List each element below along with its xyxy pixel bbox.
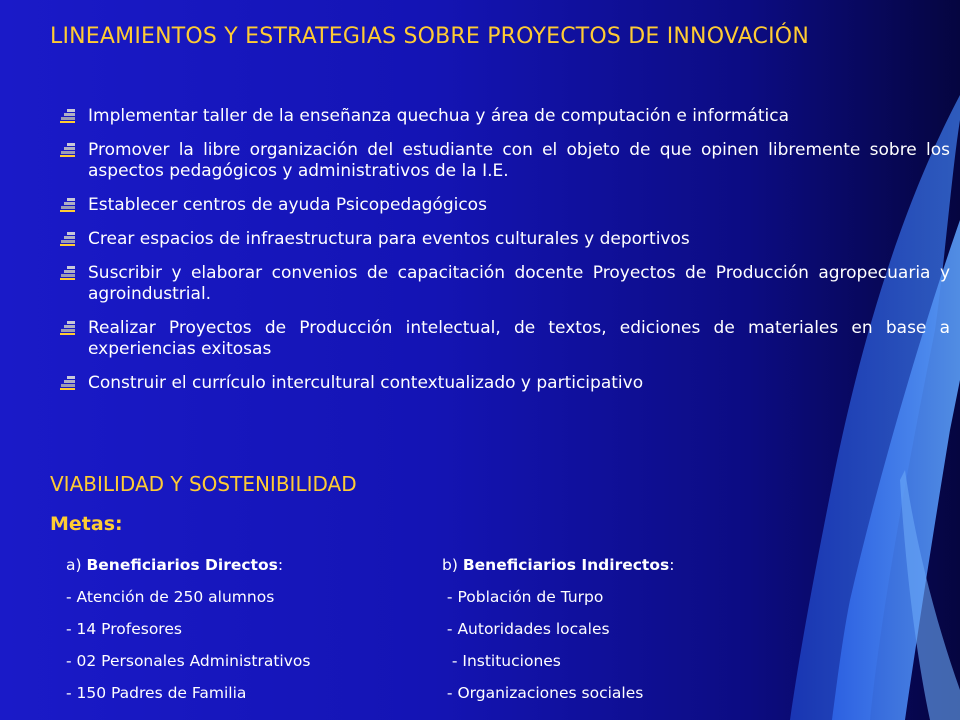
- list-item: [58, 106, 950, 127]
- list-item-text: Promover la libre organización del estudiante con el objeto de que opinen libremente sobre los aspectos pedagógicos y administrativos de la I.E.: [88, 140, 950, 181]
- list-item: [58, 140, 950, 182]
- list-item: [58, 195, 950, 216]
- metas-label: Metas:: [50, 513, 123, 535]
- list-item: - Atención de 250 alumnos: [66, 588, 275, 606]
- list-item-text: Suscribir y elaborar convenios de capacitación docente Proyectos de Producción agropecuaria y agroindustrial.: [88, 263, 950, 304]
- indirect-beneficiaries: [442, 556, 674, 716]
- indirect-beneficiaries-heading: [442, 556, 674, 588]
- bullet-bars-icon: [60, 321, 75, 335]
- bullet-bars-icon: [60, 143, 75, 157]
- heading-label: Beneficiarios Directos: [86, 556, 278, 574]
- bullet-bars-icon: [60, 198, 75, 212]
- list-item: - 02 Personales Administrativos: [66, 652, 311, 670]
- heading-label: Beneficiarios Indirectos: [462, 556, 670, 574]
- list-item: - 150 Padres de Familia: [66, 684, 247, 702]
- heading-suffix: :: [277, 556, 284, 574]
- direct-beneficiaries: [66, 556, 310, 716]
- heading-suffix: :: [669, 556, 675, 574]
- slide-title: LINEAMIENTOS Y ESTRATEGIAS SOBRE PROYECTOS DE INNOVACIÓN: [50, 24, 809, 49]
- list-item-text: Crear espacios de infraestructura para eventos culturales y deportivos: [88, 229, 690, 249]
- list-item: - 14 Profesores: [66, 620, 182, 638]
- list-item: - Instituciones: [442, 652, 561, 670]
- list-item-text: Construir el currículo intercultural contextualizado y participativo: [88, 373, 644, 393]
- list-item-text: Realizar Proyectos de Producción intelectual, de textos, ediciones de materiales en base a experiencias exitosas: [88, 318, 950, 359]
- list-item-text: Establecer centros de ayuda Psicopedagógicos: [88, 195, 487, 215]
- strategy-list: [58, 106, 950, 407]
- list-item: - Autoridades locales: [442, 620, 610, 638]
- bullet-bars-icon: [60, 266, 75, 280]
- heading-prefix: b): [442, 556, 463, 574]
- list-item: [58, 229, 950, 250]
- heading-prefix: a): [66, 556, 87, 574]
- bullet-bars-icon: [60, 232, 75, 246]
- bullet-bars-icon: [60, 109, 75, 123]
- section-title: VIABILIDAD Y SOSTENIBILIDAD: [50, 472, 357, 496]
- list-item: [58, 263, 950, 305]
- bullet-bars-icon: [60, 376, 75, 390]
- list-item: [58, 373, 950, 394]
- list-item: - Población de Turpo: [442, 588, 604, 606]
- list-item: - Organizaciones sociales: [442, 684, 644, 702]
- list-item: [58, 318, 950, 360]
- list-item-text: Implementar taller de la enseñanza quechua y área de computación e informática: [88, 106, 790, 126]
- direct-beneficiaries-heading: [66, 556, 310, 588]
